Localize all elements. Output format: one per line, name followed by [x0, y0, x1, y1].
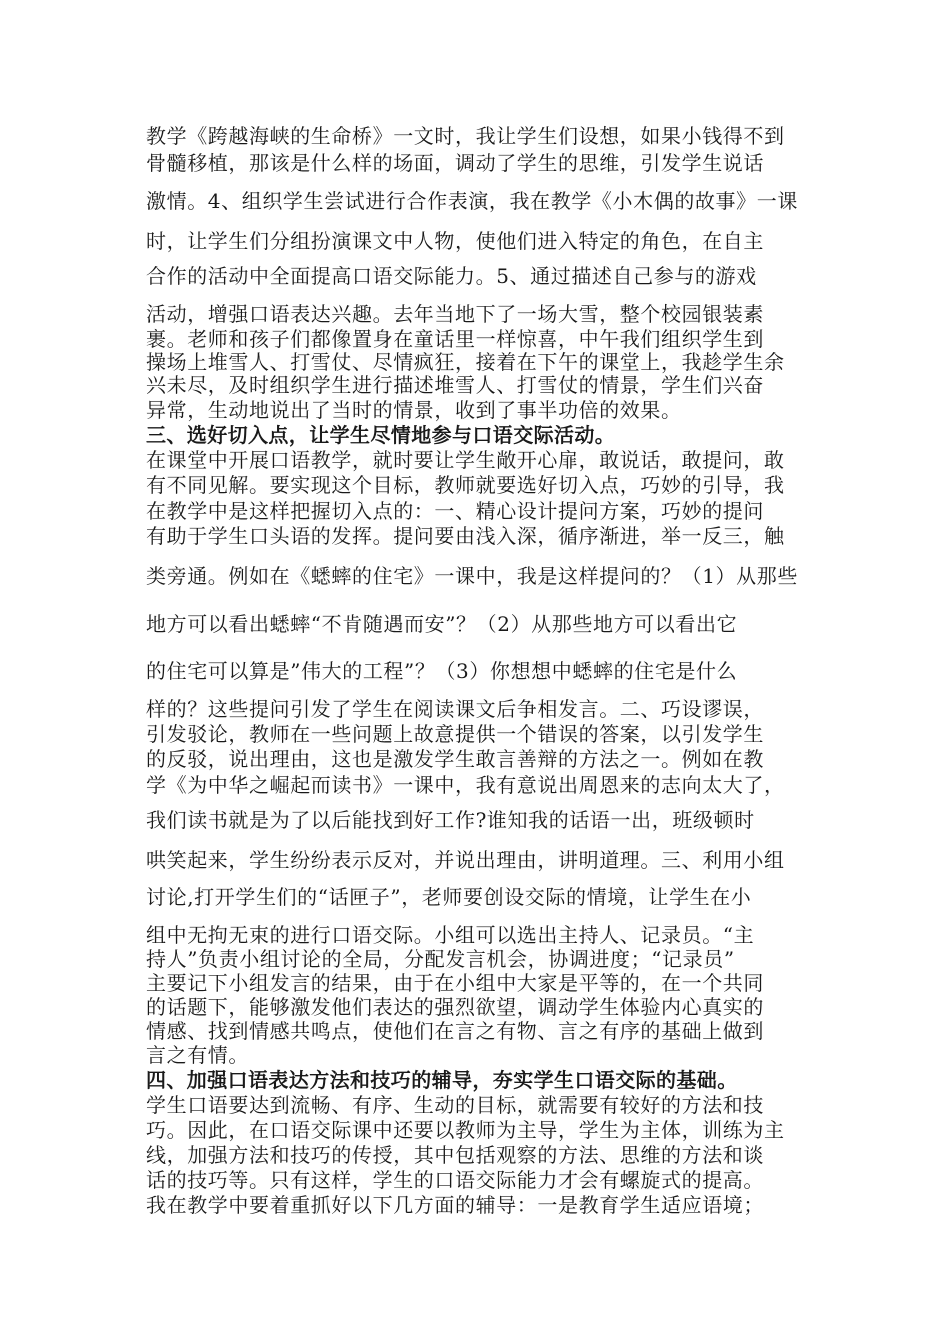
body-text-line: 我在教学中要着重抓好以下几方面的辅导：一是教育学生适应语境； [146, 1193, 764, 1217]
body-text-line: 在课堂中开展口语教学，就时要让学生敞开心扉，敢说话，敢提问，敢 [146, 448, 785, 472]
body-text-line: 学《为中华之崛起而读书》一课中，我有意说出周恩来的志向太大了， [146, 773, 785, 797]
body-text-line: 巧。因此，在口语交际课中还要以教师为主导，学生为主体，训练为主 [146, 1118, 785, 1142]
body-text-line: 哄笑起来，学生纷纷表示反对，并说出理由，讲明道理。三、利用小组 [146, 848, 785, 872]
body-text-line: 有不同见解。要实现这个目标，教师就要选好切入点，巧妙的引导，我 [146, 473, 785, 497]
body-text-line: 激情。4、组织学生尝试进行合作表演，我在教学《小木偶的故事》一课 [146, 189, 798, 213]
body-text-line: 地方可以看出蟋蟀“不肯随遇而安”？（2）从那些地方可以看出它 [146, 612, 738, 636]
body-text-line: 在教学中是这样把握切入点的：一、精心设计提问方案，巧妙的提问 [146, 499, 764, 523]
body-text-line: 有助于学生口头语的发挥。提问要由浅入深，循序渐进，举一反三，触 [146, 524, 785, 548]
body-text-line: 言之有情。 [146, 1043, 249, 1067]
body-text-line: 的住宅可以算是”伟大的工程”？（3）你想想中蟋蟀的住宅是什么 [146, 659, 738, 683]
body-text-line: 持人”负责小组讨论的全局，分配发言机会，协调进度；“记录员” [146, 947, 735, 971]
body-text-line: 兴未尽，及时组织学生进行描述堆雪人、打雪仗的情景，学生们兴奋 [146, 373, 764, 397]
body-text-line: 的反驳，说出理由，这也是激发学生敢言善辩的方法之一。例如在教 [146, 747, 764, 771]
body-text-line: 操场上堆雪人、打雪仗、尽情疯狂，接着在下午的课堂上，我趁学生余 [146, 350, 785, 374]
body-text-line: 讨论,打开学生们的“话匣子”，老师要创设交际的情境，让学生在小 [146, 885, 752, 909]
body-text-line: 时，让学生们分组扮演课文中人物，使他们进入特定的角色，在自主 [146, 229, 764, 253]
body-text-line: 我们读书就是为了以后能找到好工作?谁知我的话语一出，班级顿时 [146, 808, 755, 832]
body-text-line: 线，加强方法和技巧的传授，其中包括观察的方法、思维的方法和谈 [146, 1143, 764, 1167]
body-text-line: 样的？这些提问引发了学生在阅读课文后争相发言。二、巧设谬误， [146, 697, 764, 721]
section-heading: 四、加强口语表达方法和技巧的辅导，夯实学生口语交际的基础。 [146, 1068, 738, 1092]
body-text-line: 的话题下，能够激发他们表达的强烈欲望，调动学生体验内心真实的 [146, 995, 764, 1019]
body-text-line: 教学《跨越海峡的生命桥》一文时，我让学生们设想，如果小钱得不到 [146, 124, 785, 148]
body-text-line: 异常，生动地说出了当时的情景，收到了事半功倍的效果。 [146, 398, 682, 422]
body-text-line: 合作的活动中全面提高口语交际能力。5、通过描述自己参与的游戏 [146, 264, 757, 288]
body-text-line: 引发驳论，教师在一些问题上故意提供一个错误的答案，以引发学生 [146, 722, 764, 746]
body-text-line: 类旁通。例如在《蟋蟀的住宅》一课中，我是这样提问的？（1）从那些 [146, 564, 798, 588]
body-text-line: 组中无拘无束的进行口语交际。小组可以选出主持人、记录员。“主 [146, 923, 755, 947]
body-text-line: 活动，增强口语表达兴趣。去年当地下了一场大雪，整个校园银装素 [146, 302, 764, 326]
body-text-line: 主要记下小组发言的结果，由于在小组中大家是平等的，在一个共同 [146, 971, 764, 995]
body-text-line: 骨髓移植，那该是什么样的场面，调动了学生的思维，引发学生说话 [146, 151, 764, 175]
section-heading: 三、选好切入点，让学生尽情地参与口语交际活动。 [146, 423, 616, 447]
body-text-line: 学生口语要达到流畅、有序、生动的目标，就需要有较好的方法和技 [146, 1093, 764, 1117]
body-text-line: 情感、找到情感共鸣点，使他们在言之有物、言之有序的基础上做到 [146, 1019, 764, 1043]
body-text-line: 裹。老师和孩子们都像置身在童话里一样惊喜，中午我们组织学生到 [146, 327, 764, 351]
body-text-line: 话的技巧等。只有这样，学生的口语交际能力才会有螺旋式的提高。 [146, 1168, 764, 1192]
